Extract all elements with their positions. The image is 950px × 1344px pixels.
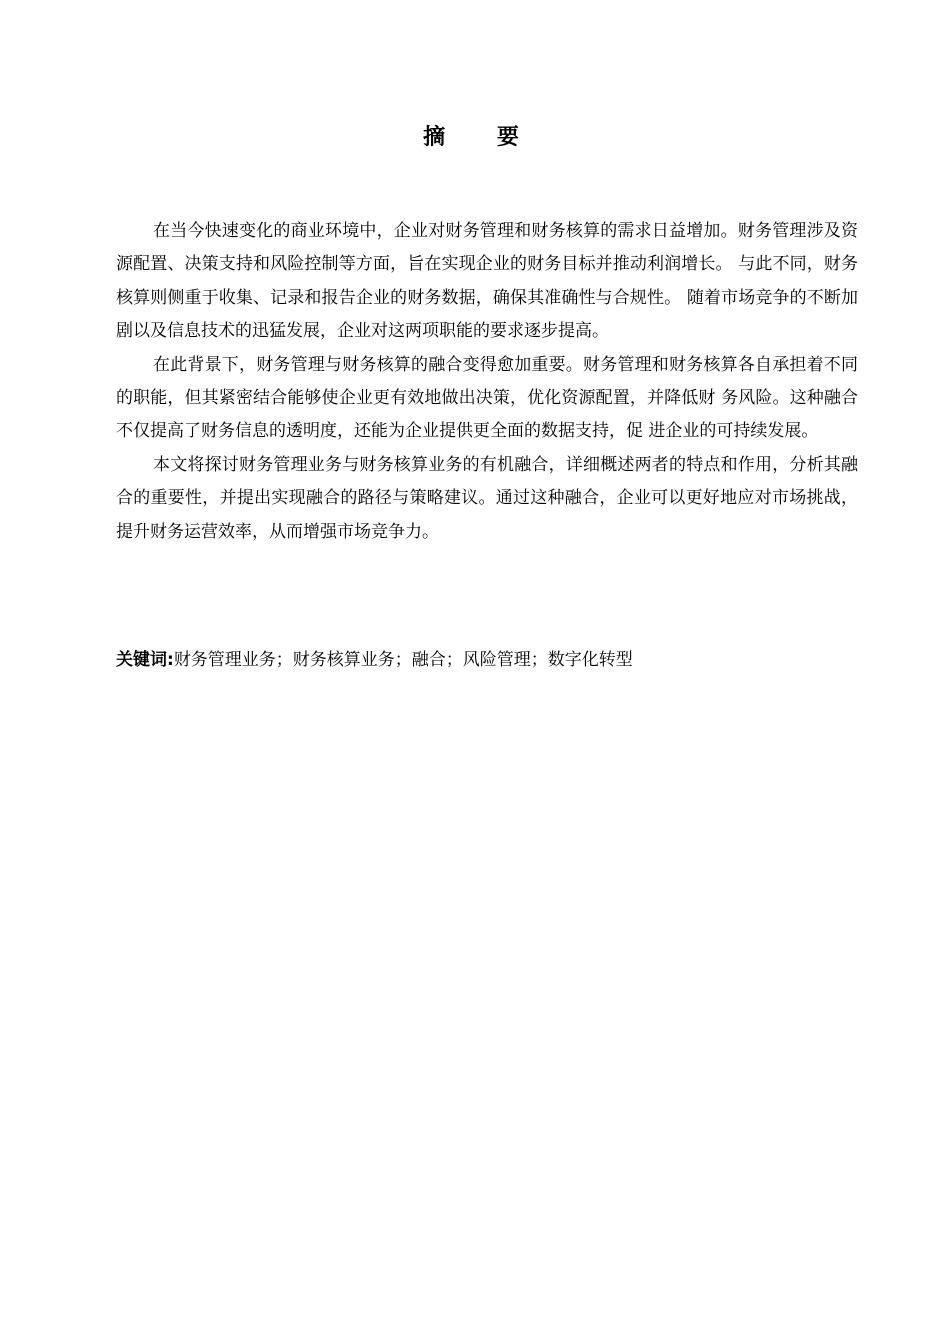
keywords-label: 关键词: [116,650,174,670]
keywords-list: 财务管理业务；财务核算业务；融合；风险管理；数字化转型 [173,650,633,670]
abstract-title: 摘 要 [423,125,541,150]
keywords-line [116,646,858,674]
abstract-paragraph-1: 在当今快速变化的商业环境中，企业对财务管理和财务核算的需求日益增加。财务管理涉及资源配置、决策支持和风险控制等方面，旨在实现企业的财务目标并推动利润增长。 与此不同，财务核算则侧重于收集、记录和报告企业的财务数据，确保其准确性与合规性。 随着市场竞争的不断加剧以及信息技术的迅猛发展，企业对这两项职能的要求逐步提高。 [116,221,858,342]
abstract-body [116,215,858,549]
abstract-paragraph-2: 在此背景下，财务管理与财务核算的融合变得愈加重要。财务管理和财务核算各自承担着不同的职能，但其紧密结合能够使企业更有效地做出决策，优化资源配置，并降低财 务风险。这种融合不仅提高了财务信息的透明度，还能为企业提供更全面的数据支持，促 进企业的可持续发展。 [116,354,858,442]
abstract-paragraph-3: 本文将探讨财务管理业务与财务核算业务的有机融合，详细概述两者的特点和作用，分析其融合的重要性，并提出实现融合的路径与策略建议。通过这种融合，企业可以更好地应对市场挑战，提升财务运营效率，从而增强市场竞争力。 [116,454,858,542]
